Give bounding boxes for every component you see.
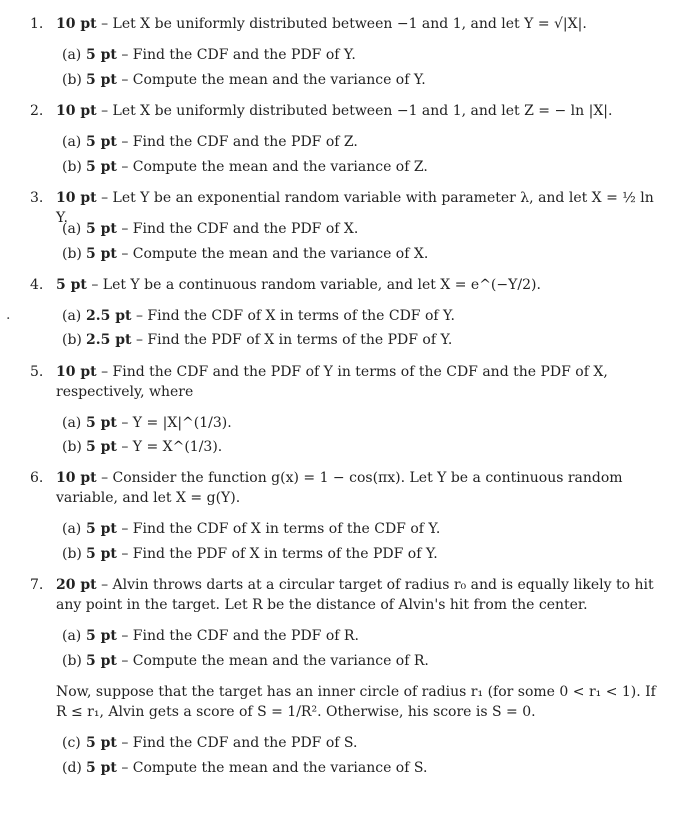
problem-6 (30, 468, 660, 508)
problem-5-part-a (62, 413, 662, 433)
points-label: 5 pt (86, 546, 117, 562)
part-label: (b) (62, 546, 82, 562)
part-label: (a) (62, 521, 82, 537)
part-text: – Find the CDF and the PDF of R. (116, 628, 359, 644)
part-label: (b) (62, 653, 82, 669)
problem-number: 3. (30, 190, 44, 206)
points-label: 5 pt (86, 735, 117, 751)
points-label: 10 pt (56, 190, 97, 206)
part-text: – Find the CDF of X in terms of the CDF of Y. (131, 308, 455, 324)
part-label: (b) (62, 439, 82, 455)
part-label: (a) (62, 221, 82, 237)
part-text: – Y = |X|^(1/3). (116, 415, 232, 431)
points-label: 5 pt (86, 134, 117, 150)
part-text: – Find the CDF of X in terms of the CDF of Y. (116, 521, 441, 537)
part-text: – Find the CDF and the PDF of Z. (116, 134, 358, 150)
part-text: – Find the PDF of X in terms of the PDF of Y. (131, 332, 453, 348)
part-label: (b) (62, 332, 82, 348)
part-label: (a) (62, 308, 82, 324)
part-text: – Compute the mean and the variance of Z. (116, 159, 428, 175)
problem-statement: 10 pt – Let X be uniformly distributed between −1 and 1, and let Z = − ln |X|. (56, 103, 613, 119)
points-label: 10 pt (56, 16, 97, 32)
problem-3-part-b (62, 244, 662, 264)
points-label: 2.5 pt (86, 308, 132, 324)
problem-3-part-a (62, 219, 662, 239)
points-label: 5 pt (86, 72, 117, 88)
part-label: (b) (62, 72, 82, 88)
problem-1-part-b (62, 70, 662, 90)
problem-6-part-b (62, 544, 662, 564)
points-label: 5 pt (86, 521, 117, 537)
points-label: 5 pt (86, 159, 117, 175)
problem-number: 6. (30, 470, 44, 486)
part-text: – Find the CDF and the PDF of S. (116, 735, 358, 751)
part-text: – Compute the mean and the variance of S. (116, 760, 428, 776)
problem-7-part-a (62, 626, 662, 646)
problem-6-part-a (62, 519, 662, 539)
problem-7 (30, 575, 660, 615)
points-label: 5 pt (86, 653, 117, 669)
problem-statement: 10 pt – Let X be uniformly distributed between −1 and 1, and let Y = √|X|. (56, 16, 587, 32)
part-text: – Find the PDF of X in terms of the PDF of Y. (116, 546, 438, 562)
part-label: (a) (62, 47, 82, 63)
part-label: (a) (62, 134, 82, 150)
points-label: 20 pt (56, 577, 97, 593)
part-text: – Compute the mean and the variance of R. (116, 653, 429, 669)
problem-2 (30, 101, 660, 121)
part-text: – Find the CDF and the PDF of X. (116, 221, 359, 237)
points-label: 5 pt (86, 628, 117, 644)
problem-4-part-b (62, 330, 662, 350)
problem-statement: 10 pt – Find the CDF and the PDF of Y in terms of the CDF and the PDF of X, respectively, where (56, 364, 608, 400)
problem-7-part-b (62, 651, 662, 671)
problem-4 (30, 275, 660, 295)
points-label: 5 pt (56, 277, 87, 293)
problem-1-part-a (62, 45, 662, 65)
points-label: 5 pt (86, 439, 117, 455)
stray-mark: . (6, 307, 11, 323)
part-label: (c) (62, 735, 81, 751)
problem-1 (30, 14, 660, 34)
problem-5 (30, 362, 660, 402)
points-label: 10 pt (56, 103, 97, 119)
problem-statement: 10 pt – Consider the function g(x) = 1 − cos(πx). Let Y be a continuous random variable, and let X = g(Y). (56, 470, 623, 506)
problem-7-note: Now, suppose that the target has an inner circle of radius r₁ (for some 0 < r₁ < 1). If R ≤ r₁, Alvin gets a score of S = 1/R². Otherwise, his score is S = 0. (56, 684, 656, 720)
points-label: 5 pt (86, 246, 117, 262)
part-label: (a) (62, 415, 82, 431)
points-label: 10 pt (56, 470, 97, 486)
part-text: – Compute the mean and the variance of Y. (116, 72, 426, 88)
problem-2-part-b (62, 157, 662, 177)
problem-number: 5. (30, 364, 44, 380)
points-label: 5 pt (86, 760, 117, 776)
points-label: 10 pt (56, 364, 97, 380)
problem-7-part-d (62, 758, 662, 778)
problem-number: 2. (30, 103, 44, 119)
problem-number: 7. (30, 577, 44, 593)
points-label: 5 pt (86, 221, 117, 237)
problem-4-part-a (62, 306, 662, 326)
problem-number: 4. (30, 277, 44, 293)
problem-statement: 20 pt – Alvin throws darts at a circular target of radius r₀ and is equally likely to hit any point in the target. Let R be the distance of Alvin's hit from the center. (56, 577, 654, 613)
problem-statement: 5 pt – Let Y be a continuous random variable, and let X = e^(−Y/2). (56, 277, 541, 293)
part-text: – Y = X^(1/3). (116, 439, 223, 455)
problem-7-part-c (62, 733, 662, 753)
part-label: (a) (62, 628, 82, 644)
part-text: – Compute the mean and the variance of X. (116, 246, 429, 262)
problem-statement: 10 pt – Let Y be an exponential random variable with parameter λ, and let X = ½ ln Y. (56, 190, 654, 226)
part-text: – Find the CDF and the PDF of Y. (116, 47, 356, 63)
part-label: (b) (62, 159, 82, 175)
points-label: 2.5 pt (86, 332, 132, 348)
points-label: 5 pt (86, 415, 117, 431)
problem-number: 1. (30, 16, 44, 32)
problem-5-part-b (62, 437, 662, 457)
part-label: (b) (62, 246, 82, 262)
problem-2-part-a (62, 132, 662, 152)
part-label: (d) (62, 760, 82, 776)
points-label: 5 pt (86, 47, 117, 63)
